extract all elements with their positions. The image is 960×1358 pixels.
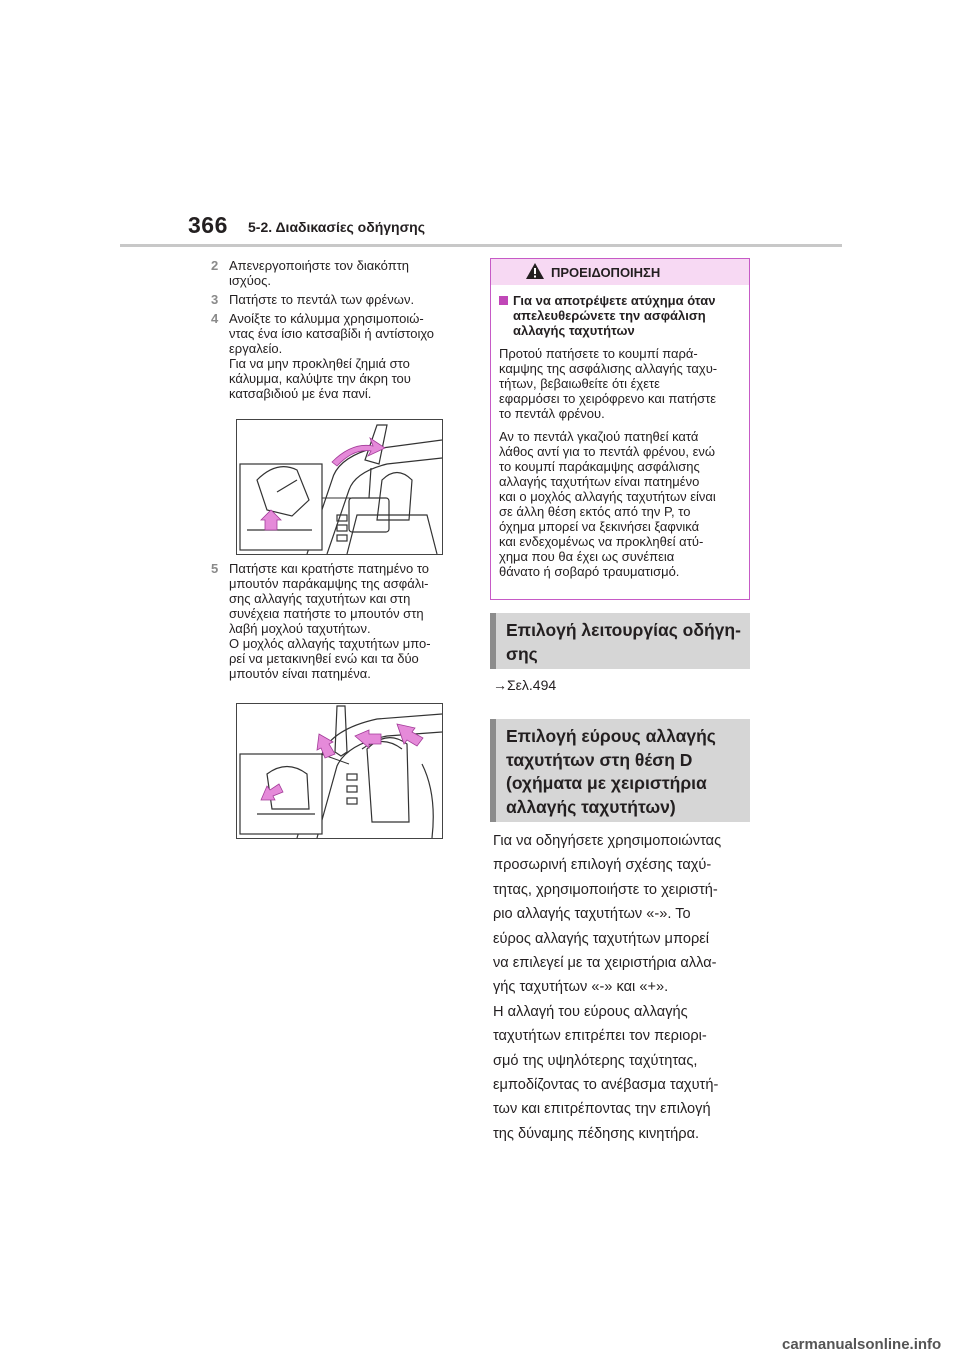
body-line: ταχυτήτων επιτρέπει τον περιορι- xyxy=(493,1028,707,1045)
step-line: μπουτόν παράκαμψης της ασφάλι- xyxy=(229,576,429,591)
figure-open-cover xyxy=(236,419,443,555)
warning-line: Προτού πατήσετε το κουμπί παρά- xyxy=(499,346,698,361)
body-line: των και επιτρέποντας την επιλογή xyxy=(493,1101,711,1118)
step-line: σης αλλαγής ταχυτήτων και στη xyxy=(229,591,411,606)
illustration-shift-buttons xyxy=(237,704,442,838)
warning-line: και ο μοχλός αλλαγής ταχυτήτων είναι xyxy=(499,489,716,504)
step-number: 3 xyxy=(211,292,219,307)
body-line: ριο αλλαγής ταχυτήτων «-». Το xyxy=(493,906,691,923)
step-line: ισχύος. xyxy=(229,273,271,288)
heading-line: αλλαγής ταχυτήτων) xyxy=(506,796,676,817)
header-rule xyxy=(120,244,842,247)
warning-line: καμψης της ασφάλισης αλλαγής ταχυ- xyxy=(499,361,718,376)
step-line: συνέχεια πατήστε το μπουτόν στη xyxy=(229,606,424,621)
heading-line: Επιλογή εύρους αλλαγής xyxy=(506,726,716,746)
step-3 xyxy=(211,292,461,307)
warning-line: χημα που θα έχει ως συνέπεια xyxy=(499,549,675,564)
bullet-square-icon xyxy=(499,296,508,305)
footer-watermark: carmanualsonline.info xyxy=(782,1336,942,1353)
step-2 xyxy=(211,258,461,288)
body-line: να επιλεγεί με τα χειριστήρια αλλα- xyxy=(493,955,717,972)
body-line: Η αλλαγή του εύρους αλλαγής xyxy=(493,1003,688,1020)
warning-line: το πεντάλ φρένου. xyxy=(499,406,605,421)
body-line: σμό της υψηλότερης ταχύτητας, xyxy=(493,1052,698,1069)
body-line: εύρος αλλαγής ταχυτήτων μπορεί xyxy=(493,930,709,947)
heading-line: σης xyxy=(506,643,538,664)
warning-line: θάνατο ή σοβαρό τραυματισμό. xyxy=(499,564,680,579)
warning-line: Αν το πεντάλ γκαζιού πατηθεί κατά xyxy=(499,429,699,444)
step-5 xyxy=(211,561,461,681)
step-line: ρεί να μετακινηθεί ενώ και τα δύο xyxy=(229,651,419,666)
heading-drive-mode xyxy=(490,613,750,669)
warning-line: σε άλλη θέση εκτός από την P, το xyxy=(499,504,691,519)
warning-paragraph-2 xyxy=(499,429,741,579)
step-line: ντας ένα ίσιο κατσαβίδι ή αντίστοιχο xyxy=(229,326,435,341)
step-line: Ανοίξτε το κάλυμμα χρησιμοποιώ- xyxy=(229,311,424,326)
step-4 xyxy=(211,311,461,401)
warning-subtitle-line: απελευθερώνετε την ασφάλιση xyxy=(513,308,706,323)
step-number: 5 xyxy=(211,561,219,576)
warning-line: το κουμπί παράκαμψης ασφάλισης xyxy=(499,459,700,474)
step-number: 4 xyxy=(211,311,219,326)
section-title: 5-2. Διαδικασίες οδήγησης xyxy=(248,219,426,235)
warning-line: λάθος αντί για το πεντάλ φρένου, ενώ xyxy=(499,444,716,459)
heading-line: ταχυτήτων στη θέση D xyxy=(506,749,693,770)
page-number: 366 xyxy=(188,212,228,238)
step-line: Πατήστε το πεντάλ των φρένων. xyxy=(229,292,415,307)
body-text xyxy=(493,829,755,1146)
warning-title: ΠΡΟΕΙΔΟΠΟΙΗΣΗ xyxy=(551,265,661,280)
step-line: Ο μοχλός αλλαγής ταχυτήτων μπο- xyxy=(229,636,431,651)
warning-line: και ενδεχομένως να προκληθεί ατύ- xyxy=(499,534,704,549)
step-line: μπουτόν είναι πατημένα. xyxy=(229,666,371,681)
body-line: εμποδίζοντας το ανέβασμα ταχυτή- xyxy=(493,1077,719,1094)
step-line: Για να μην προκληθεί ζημιά στο xyxy=(229,356,410,371)
warning-header xyxy=(491,259,749,285)
body-line: της δύναμης πέδησης κινητήρα. xyxy=(493,1125,700,1142)
step-line: εργαλείο. xyxy=(229,341,283,356)
body-line: προσωρινή επιλογή σχέσης ταχύ- xyxy=(493,857,712,874)
warning-line: όχημα μπορεί να ξεκινήσει ξαφνικά xyxy=(499,519,700,534)
warning-line: αλλαγής ταχυτήτων είναι πατημένο xyxy=(499,474,700,489)
step-line: κάλυμμα, καλύψτε την άκρη του xyxy=(229,371,411,386)
step-number: 2 xyxy=(211,258,219,273)
warning-line: εφαρμόσει το χειρόφρενο και πατήστε xyxy=(499,391,717,406)
warning-paragraph-1 xyxy=(499,346,741,421)
warning-subtitle-line: Για να αποτρέψετε ατύχημα όταν xyxy=(513,293,716,308)
body-line: Για να οδηγήσετε χρησιμοποιώντας xyxy=(493,833,722,849)
heading-line: Επιλογή λειτουργίας οδήγη- xyxy=(506,620,741,640)
heading-line: (οχήματα με χειριστήρια xyxy=(506,773,707,793)
warning-subtitle-line: αλλαγής ταχυτήτων xyxy=(513,323,635,338)
body-line: γής ταχυτήτων «-» και «+». xyxy=(493,979,669,996)
step-line: λαβή μοχλού ταχυτήτων. xyxy=(229,621,371,636)
warning-box xyxy=(490,258,750,600)
step-line: Πατήστε και κρατήστε πατημένο το xyxy=(229,561,430,576)
illustration-screwdriver-cover xyxy=(237,420,442,554)
step-line: Απενεργοποιήστε τον διακόπτη xyxy=(229,258,410,273)
warning-subtitle xyxy=(499,293,741,338)
warning-line: τήτων, βεβαιωθείτε ότι έχετε xyxy=(499,376,660,391)
figure-press-buttons xyxy=(236,703,443,839)
page-reference-link[interactable]: →Σελ.494 xyxy=(493,677,557,693)
heading-gear-range xyxy=(490,719,750,822)
step-line: κατσαβιδιού με ένα πανί. xyxy=(229,386,372,401)
warning-triangle-icon xyxy=(525,262,545,280)
body-line: τητας, χρησιμοποιήστε το χειριστή- xyxy=(493,881,718,898)
